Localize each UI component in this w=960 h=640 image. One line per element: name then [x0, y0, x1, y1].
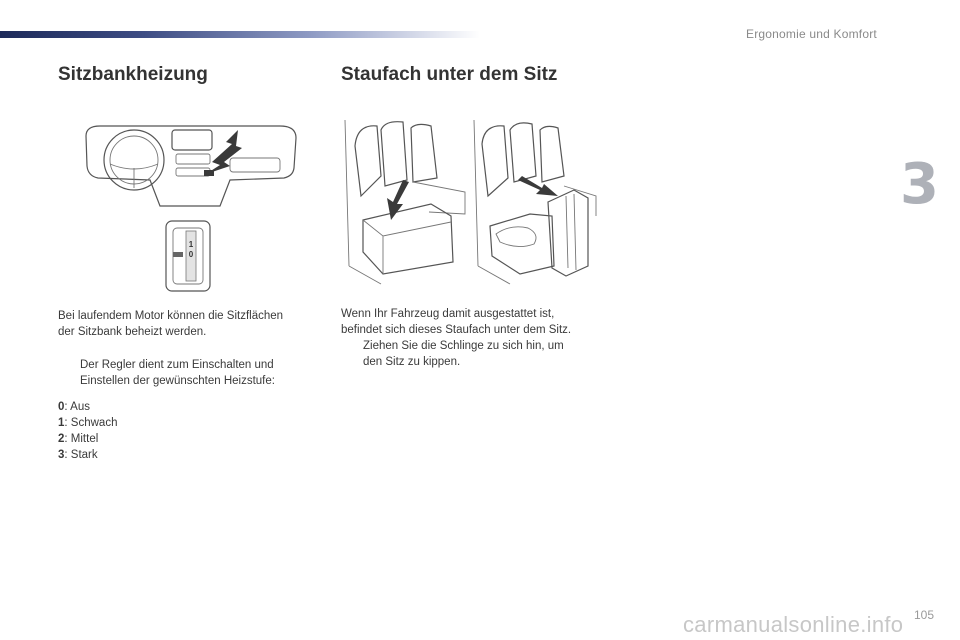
- knob-label-1: 1: [188, 240, 194, 249]
- level-item: 0: Aus: [58, 401, 90, 413]
- seat-heating-bullet: Der Regler dient zum Einschalten und Einstellen der gewünschten Heizstufe:: [80, 359, 275, 387]
- seat-heating-intro: Bei laufendem Motor können die Sitzflächen der Sitzbank beheizt werden.: [58, 310, 284, 338]
- dashboard-illustration: [80, 118, 302, 214]
- heading-under-seat-storage: Staufach unter dem Sitz: [341, 64, 558, 85]
- level-item: 1: Schwach: [58, 417, 118, 429]
- seat-tilted-illustration: [341, 116, 469, 288]
- chapter-title: Ergonomie und Komfort: [746, 27, 877, 41]
- level-item: 3: Stark: [58, 449, 98, 461]
- storage-intro: Wenn Ihr Fahrzeug damit ausgestattet ist, befindet sich dieses Staufach unter dem Sitz.: [341, 308, 572, 336]
- page-number: 105: [914, 608, 935, 622]
- knob-label-0: 0: [188, 250, 194, 259]
- storage-bullet: Ziehen Sie die Schlinge zu sich hin, um den Sitz zu kippen.: [363, 340, 564, 368]
- heating-knob-illustration: [164, 219, 212, 293]
- watermark: carmanualsonline.info: [683, 612, 904, 637]
- heating-levels-list: [58, 399, 117, 463]
- header-color-bar: [0, 31, 480, 38]
- heading-seat-heating: Sitzbankheizung: [58, 64, 208, 85]
- chapter-number: 3: [900, 152, 939, 217]
- level-item: 2: Mittel: [58, 433, 99, 445]
- seat-folded-illustration: [470, 116, 600, 288]
